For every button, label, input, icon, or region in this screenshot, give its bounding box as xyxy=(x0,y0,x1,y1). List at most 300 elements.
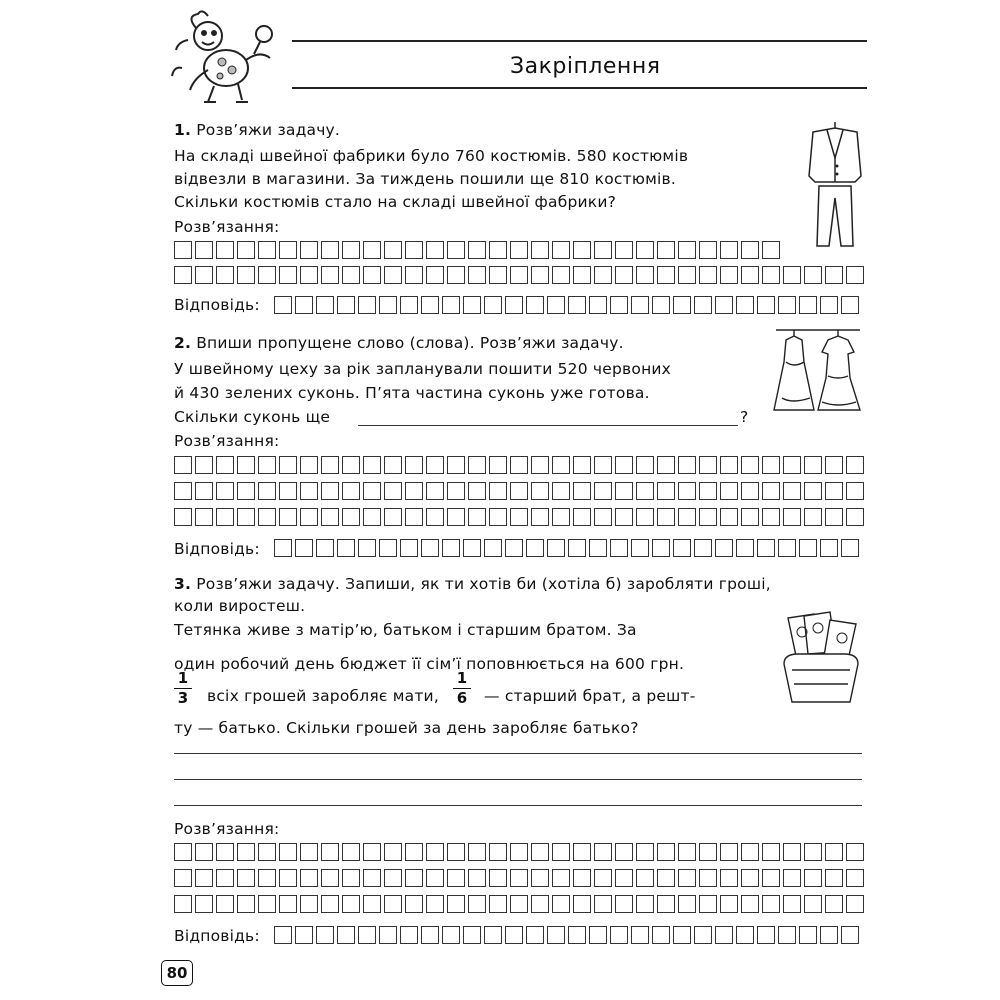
grid-cell[interactable] xyxy=(468,456,486,474)
grid-cell[interactable] xyxy=(526,539,544,557)
grid-cell[interactable] xyxy=(321,456,339,474)
grid-cell[interactable] xyxy=(405,508,423,526)
grid-cell[interactable] xyxy=(300,241,318,259)
grid-cell[interactable] xyxy=(699,843,717,861)
grid-cell[interactable] xyxy=(762,241,780,259)
grid-cell[interactable] xyxy=(363,508,381,526)
grid-cell[interactable] xyxy=(342,266,360,284)
grid-cell[interactable] xyxy=(615,241,633,259)
grid-cell[interactable] xyxy=(216,895,234,913)
grid-cell[interactable] xyxy=(174,895,192,913)
grid-cell[interactable] xyxy=(468,266,486,284)
grid-cell[interactable] xyxy=(342,456,360,474)
grid-cell[interactable] xyxy=(825,266,843,284)
grid-cell[interactable] xyxy=(699,482,717,500)
grid-cell[interactable] xyxy=(636,266,654,284)
grid-cell[interactable] xyxy=(631,539,649,557)
grid-cell[interactable] xyxy=(799,926,817,944)
grid-cell[interactable] xyxy=(694,926,712,944)
grid-cell[interactable] xyxy=(358,539,376,557)
grid-cell[interactable] xyxy=(820,539,838,557)
grid-cell[interactable] xyxy=(174,241,192,259)
grid-cell[interactable] xyxy=(279,508,297,526)
grid-cell[interactable] xyxy=(720,266,738,284)
grid-cell[interactable] xyxy=(841,296,859,314)
grid-cell[interactable] xyxy=(258,895,276,913)
grid-cell[interactable] xyxy=(237,456,255,474)
grid-cell[interactable] xyxy=(237,266,255,284)
grid-cell[interactable] xyxy=(573,895,591,913)
grid-cell[interactable] xyxy=(384,869,402,887)
grid-cell[interactable] xyxy=(594,843,612,861)
grid-cell[interactable] xyxy=(594,482,612,500)
grid-cell[interactable] xyxy=(783,843,801,861)
grid-cell[interactable] xyxy=(657,843,675,861)
grid-cell[interactable] xyxy=(531,895,549,913)
grid-cell[interactable] xyxy=(237,843,255,861)
grid-cell[interactable] xyxy=(216,482,234,500)
grid-cell[interactable] xyxy=(673,296,691,314)
grid-cell[interactable] xyxy=(279,869,297,887)
grid-cell[interactable] xyxy=(321,869,339,887)
grid-cell[interactable] xyxy=(405,843,423,861)
grid-cell[interactable] xyxy=(510,843,528,861)
grid-cell[interactable] xyxy=(316,296,334,314)
grid-cell[interactable] xyxy=(510,869,528,887)
grid-cell[interactable] xyxy=(636,482,654,500)
grid-cell[interactable] xyxy=(489,869,507,887)
grid-cell[interactable] xyxy=(589,296,607,314)
grid-cell[interactable] xyxy=(636,508,654,526)
grid-cell[interactable] xyxy=(468,241,486,259)
grid-cell[interactable] xyxy=(400,926,418,944)
grid-cell[interactable] xyxy=(405,456,423,474)
grid-cell[interactable] xyxy=(720,895,738,913)
grid-cell[interactable] xyxy=(531,482,549,500)
grid-cell[interactable] xyxy=(384,266,402,284)
grid-cell[interactable] xyxy=(783,508,801,526)
grid-cell[interactable] xyxy=(295,539,313,557)
grid-cell[interactable] xyxy=(547,539,565,557)
grid-cell[interactable] xyxy=(426,895,444,913)
grid-cell[interactable] xyxy=(237,508,255,526)
grid-cell[interactable] xyxy=(216,508,234,526)
grid-cell[interactable] xyxy=(384,895,402,913)
grid-cell[interactable] xyxy=(820,296,838,314)
grid-cell[interactable] xyxy=(489,266,507,284)
grid-cell[interactable] xyxy=(783,895,801,913)
task3-grid-row-3[interactable] xyxy=(174,895,864,913)
grid-cell[interactable] xyxy=(804,266,822,284)
grid-cell[interactable] xyxy=(174,456,192,474)
grid-cell[interactable] xyxy=(216,456,234,474)
grid-cell[interactable] xyxy=(316,926,334,944)
grid-cell[interactable] xyxy=(510,456,528,474)
grid-cell[interactable] xyxy=(531,266,549,284)
grid-cell[interactable] xyxy=(258,508,276,526)
grid-cell[interactable] xyxy=(174,482,192,500)
grid-cell[interactable] xyxy=(531,241,549,259)
grid-cell[interactable] xyxy=(363,482,381,500)
grid-cell[interactable] xyxy=(568,539,586,557)
grid-cell[interactable] xyxy=(400,539,418,557)
grid-cell[interactable] xyxy=(258,241,276,259)
grid-cell[interactable] xyxy=(279,482,297,500)
grid-cell[interactable] xyxy=(358,296,376,314)
grid-cell[interactable] xyxy=(699,895,717,913)
grid-cell[interactable] xyxy=(174,843,192,861)
grid-cell[interactable] xyxy=(526,296,544,314)
grid-cell[interactable] xyxy=(216,241,234,259)
grid-cell[interactable] xyxy=(531,843,549,861)
grid-cell[interactable] xyxy=(384,508,402,526)
grid-cell[interactable] xyxy=(384,456,402,474)
grid-cell[interactable] xyxy=(484,926,502,944)
grid-cell[interactable] xyxy=(573,482,591,500)
grid-cell[interactable] xyxy=(846,456,864,474)
grid-cell[interactable] xyxy=(615,895,633,913)
grid-cell[interactable] xyxy=(783,266,801,284)
grid-cell[interactable] xyxy=(195,456,213,474)
grid-cell[interactable] xyxy=(804,895,822,913)
grid-cell[interactable] xyxy=(715,539,733,557)
grid-cell[interactable] xyxy=(762,508,780,526)
grid-cell[interactable] xyxy=(678,482,696,500)
grid-cell[interactable] xyxy=(552,241,570,259)
task2-grid-row-3[interactable] xyxy=(174,508,864,526)
grid-cell[interactable] xyxy=(615,508,633,526)
grid-cell[interactable] xyxy=(825,508,843,526)
grid-cell[interactable] xyxy=(195,266,213,284)
grid-cell[interactable] xyxy=(342,869,360,887)
grid-cell[interactable] xyxy=(657,508,675,526)
grid-cell[interactable] xyxy=(720,843,738,861)
grid-cell[interactable] xyxy=(442,926,460,944)
grid-cell[interactable] xyxy=(447,266,465,284)
grid-cell[interactable] xyxy=(463,926,481,944)
grid-cell[interactable] xyxy=(379,926,397,944)
grid-cell[interactable] xyxy=(505,296,523,314)
grid-cell[interactable] xyxy=(552,895,570,913)
grid-cell[interactable] xyxy=(762,266,780,284)
grid-cell[interactable] xyxy=(258,843,276,861)
grid-cell[interactable] xyxy=(531,456,549,474)
grid-cell[interactable] xyxy=(699,869,717,887)
grid-cell[interactable] xyxy=(447,843,465,861)
grid-cell[interactable] xyxy=(778,296,796,314)
grid-cell[interactable] xyxy=(405,895,423,913)
grid-cell[interactable] xyxy=(741,482,759,500)
grid-cell[interactable] xyxy=(552,843,570,861)
grid-cell[interactable] xyxy=(405,482,423,500)
grid-cell[interactable] xyxy=(804,482,822,500)
grid-cell[interactable] xyxy=(741,241,759,259)
grid-cell[interactable] xyxy=(363,869,381,887)
grid-cell[interactable] xyxy=(573,843,591,861)
grid-cell[interactable] xyxy=(442,539,460,557)
grid-cell[interactable] xyxy=(426,843,444,861)
grid-cell[interactable] xyxy=(510,508,528,526)
grid-cell[interactable] xyxy=(426,456,444,474)
grid-cell[interactable] xyxy=(316,539,334,557)
grid-cell[interactable] xyxy=(846,508,864,526)
grid-cell[interactable] xyxy=(699,266,717,284)
grid-cell[interactable] xyxy=(694,539,712,557)
grid-cell[interactable] xyxy=(673,539,691,557)
grid-cell[interactable] xyxy=(405,869,423,887)
grid-cell[interactable] xyxy=(783,869,801,887)
grid-cell[interactable] xyxy=(657,241,675,259)
grid-cell[interactable] xyxy=(384,482,402,500)
grid-cell[interactable] xyxy=(489,843,507,861)
grid-cell[interactable] xyxy=(673,926,691,944)
grid-cell[interactable] xyxy=(195,508,213,526)
grid-cell[interactable] xyxy=(762,843,780,861)
task3-answer-grid[interactable] xyxy=(274,926,859,944)
grid-cell[interactable] xyxy=(421,926,439,944)
grid-cell[interactable] xyxy=(783,456,801,474)
grid-cell[interactable] xyxy=(468,482,486,500)
grid-cell[interactable] xyxy=(363,266,381,284)
grid-cell[interactable] xyxy=(846,869,864,887)
grid-cell[interactable] xyxy=(510,266,528,284)
grid-cell[interactable] xyxy=(384,843,402,861)
grid-cell[interactable] xyxy=(741,843,759,861)
grid-cell[interactable] xyxy=(636,241,654,259)
grid-cell[interactable] xyxy=(531,869,549,887)
grid-cell[interactable] xyxy=(505,539,523,557)
grid-cell[interactable] xyxy=(736,539,754,557)
grid-cell[interactable] xyxy=(573,456,591,474)
grid-cell[interactable] xyxy=(610,539,628,557)
grid-cell[interactable] xyxy=(736,926,754,944)
grid-cell[interactable] xyxy=(678,508,696,526)
grid-cell[interactable] xyxy=(258,456,276,474)
grid-cell[interactable] xyxy=(342,241,360,259)
grid-cell[interactable] xyxy=(825,456,843,474)
grid-cell[interactable] xyxy=(552,869,570,887)
task1-grid-row-1[interactable] xyxy=(174,241,780,259)
grid-cell[interactable] xyxy=(489,895,507,913)
grid-cell[interactable] xyxy=(531,508,549,526)
grid-cell[interactable] xyxy=(358,926,376,944)
task3-writing-line-2[interactable] xyxy=(174,779,862,780)
grid-cell[interactable] xyxy=(363,843,381,861)
grid-cell[interactable] xyxy=(295,296,313,314)
grid-cell[interactable] xyxy=(615,843,633,861)
grid-cell[interactable] xyxy=(804,843,822,861)
grid-cell[interactable] xyxy=(610,296,628,314)
task3-writing-line-3[interactable] xyxy=(174,805,862,806)
grid-cell[interactable] xyxy=(615,869,633,887)
grid-cell[interactable] xyxy=(258,869,276,887)
grid-cell[interactable] xyxy=(678,895,696,913)
grid-cell[interactable] xyxy=(363,456,381,474)
task3-grid-row-1[interactable] xyxy=(174,843,864,861)
grid-cell[interactable] xyxy=(400,296,418,314)
grid-cell[interactable] xyxy=(468,508,486,526)
grid-cell[interactable] xyxy=(652,539,670,557)
grid-cell[interactable] xyxy=(610,926,628,944)
grid-cell[interactable] xyxy=(657,895,675,913)
grid-cell[interactable] xyxy=(589,539,607,557)
grid-cell[interactable] xyxy=(573,241,591,259)
task2-grid-row-2[interactable] xyxy=(174,482,864,500)
grid-cell[interactable] xyxy=(631,296,649,314)
grid-cell[interactable] xyxy=(825,843,843,861)
task2-answer-grid[interactable] xyxy=(274,539,859,557)
grid-cell[interactable] xyxy=(846,266,864,284)
grid-cell[interactable] xyxy=(594,241,612,259)
grid-cell[interactable] xyxy=(720,241,738,259)
grid-cell[interactable] xyxy=(379,296,397,314)
grid-cell[interactable] xyxy=(447,482,465,500)
grid-cell[interactable] xyxy=(657,266,675,284)
grid-cell[interactable] xyxy=(174,869,192,887)
grid-cell[interactable] xyxy=(174,266,192,284)
grid-cell[interactable] xyxy=(342,895,360,913)
grid-cell[interactable] xyxy=(216,843,234,861)
grid-cell[interactable] xyxy=(657,456,675,474)
grid-cell[interactable] xyxy=(195,869,213,887)
grid-cell[interactable] xyxy=(720,869,738,887)
grid-cell[interactable] xyxy=(337,539,355,557)
grid-cell[interactable] xyxy=(300,266,318,284)
grid-cell[interactable] xyxy=(783,482,801,500)
grid-cell[interactable] xyxy=(526,926,544,944)
grid-cell[interactable] xyxy=(279,241,297,259)
grid-cell[interactable] xyxy=(720,456,738,474)
grid-cell[interactable] xyxy=(195,241,213,259)
grid-cell[interactable] xyxy=(762,869,780,887)
grid-cell[interactable] xyxy=(195,895,213,913)
grid-cell[interactable] xyxy=(778,926,796,944)
grid-cell[interactable] xyxy=(279,895,297,913)
grid-cell[interactable] xyxy=(631,926,649,944)
grid-cell[interactable] xyxy=(379,539,397,557)
grid-cell[interactable] xyxy=(678,843,696,861)
grid-cell[interactable] xyxy=(468,895,486,913)
grid-cell[interactable] xyxy=(720,508,738,526)
grid-cell[interactable] xyxy=(426,266,444,284)
grid-cell[interactable] xyxy=(804,456,822,474)
grid-cell[interactable] xyxy=(846,895,864,913)
task2-grid-row-1[interactable] xyxy=(174,456,864,474)
grid-cell[interactable] xyxy=(337,926,355,944)
grid-cell[interactable] xyxy=(741,508,759,526)
grid-cell[interactable] xyxy=(652,296,670,314)
grid-cell[interactable] xyxy=(321,508,339,526)
grid-cell[interactable] xyxy=(489,456,507,474)
grid-cell[interactable] xyxy=(321,482,339,500)
grid-cell[interactable] xyxy=(510,482,528,500)
grid-cell[interactable] xyxy=(510,895,528,913)
grid-cell[interactable] xyxy=(237,869,255,887)
grid-cell[interactable] xyxy=(778,539,796,557)
grid-cell[interactable] xyxy=(405,241,423,259)
grid-cell[interactable] xyxy=(652,926,670,944)
grid-cell[interactable] xyxy=(615,456,633,474)
grid-cell[interactable] xyxy=(841,539,859,557)
grid-cell[interactable] xyxy=(547,296,565,314)
grid-cell[interactable] xyxy=(195,482,213,500)
grid-cell[interactable] xyxy=(447,456,465,474)
grid-cell[interactable] xyxy=(762,456,780,474)
grid-cell[interactable] xyxy=(484,296,502,314)
grid-cell[interactable] xyxy=(699,508,717,526)
grid-cell[interactable] xyxy=(426,482,444,500)
grid-cell[interactable] xyxy=(678,869,696,887)
grid-cell[interactable] xyxy=(342,482,360,500)
grid-cell[interactable] xyxy=(741,895,759,913)
grid-cell[interactable] xyxy=(552,482,570,500)
grid-cell[interactable] xyxy=(342,508,360,526)
grid-cell[interactable] xyxy=(447,241,465,259)
grid-cell[interactable] xyxy=(421,296,439,314)
grid-cell[interactable] xyxy=(799,539,817,557)
grid-cell[interactable] xyxy=(573,266,591,284)
grid-cell[interactable] xyxy=(363,241,381,259)
grid-cell[interactable] xyxy=(195,843,213,861)
grid-cell[interactable] xyxy=(300,869,318,887)
grid-cell[interactable] xyxy=(757,926,775,944)
grid-cell[interactable] xyxy=(741,266,759,284)
grid-cell[interactable] xyxy=(636,456,654,474)
task1-grid-row-2[interactable] xyxy=(174,266,864,284)
grid-cell[interactable] xyxy=(594,508,612,526)
grid-cell[interactable] xyxy=(421,539,439,557)
grid-cell[interactable] xyxy=(442,296,460,314)
grid-cell[interactable] xyxy=(484,539,502,557)
grid-cell[interactable] xyxy=(636,895,654,913)
grid-cell[interactable] xyxy=(426,869,444,887)
grid-cell[interactable] xyxy=(468,869,486,887)
grid-cell[interactable] xyxy=(321,266,339,284)
grid-cell[interactable] xyxy=(279,456,297,474)
grid-cell[interactable] xyxy=(594,869,612,887)
grid-cell[interactable] xyxy=(274,539,292,557)
grid-cell[interactable] xyxy=(820,926,838,944)
grid-cell[interactable] xyxy=(657,482,675,500)
grid-cell[interactable] xyxy=(295,926,313,944)
grid-cell[interactable] xyxy=(589,926,607,944)
grid-cell[interactable] xyxy=(636,843,654,861)
grid-cell[interactable] xyxy=(846,482,864,500)
grid-cell[interactable] xyxy=(274,926,292,944)
grid-cell[interactable] xyxy=(447,869,465,887)
grid-cell[interactable] xyxy=(489,241,507,259)
task3-writing-line-1[interactable] xyxy=(174,753,862,754)
grid-cell[interactable] xyxy=(426,241,444,259)
grid-cell[interactable] xyxy=(321,895,339,913)
grid-cell[interactable] xyxy=(573,508,591,526)
task3-grid-row-2[interactable] xyxy=(174,869,864,887)
grid-cell[interactable] xyxy=(384,241,402,259)
grid-cell[interactable] xyxy=(363,895,381,913)
grid-cell[interactable] xyxy=(547,926,565,944)
grid-cell[interactable] xyxy=(489,508,507,526)
grid-cell[interactable] xyxy=(405,266,423,284)
grid-cell[interactable] xyxy=(237,482,255,500)
grid-cell[interactable] xyxy=(715,926,733,944)
task2-fill-in-blank[interactable] xyxy=(358,425,738,426)
grid-cell[interactable] xyxy=(757,539,775,557)
grid-cell[interactable] xyxy=(568,296,586,314)
grid-cell[interactable] xyxy=(510,241,528,259)
grid-cell[interactable] xyxy=(300,843,318,861)
grid-cell[interactable] xyxy=(594,456,612,474)
grid-cell[interactable] xyxy=(300,508,318,526)
